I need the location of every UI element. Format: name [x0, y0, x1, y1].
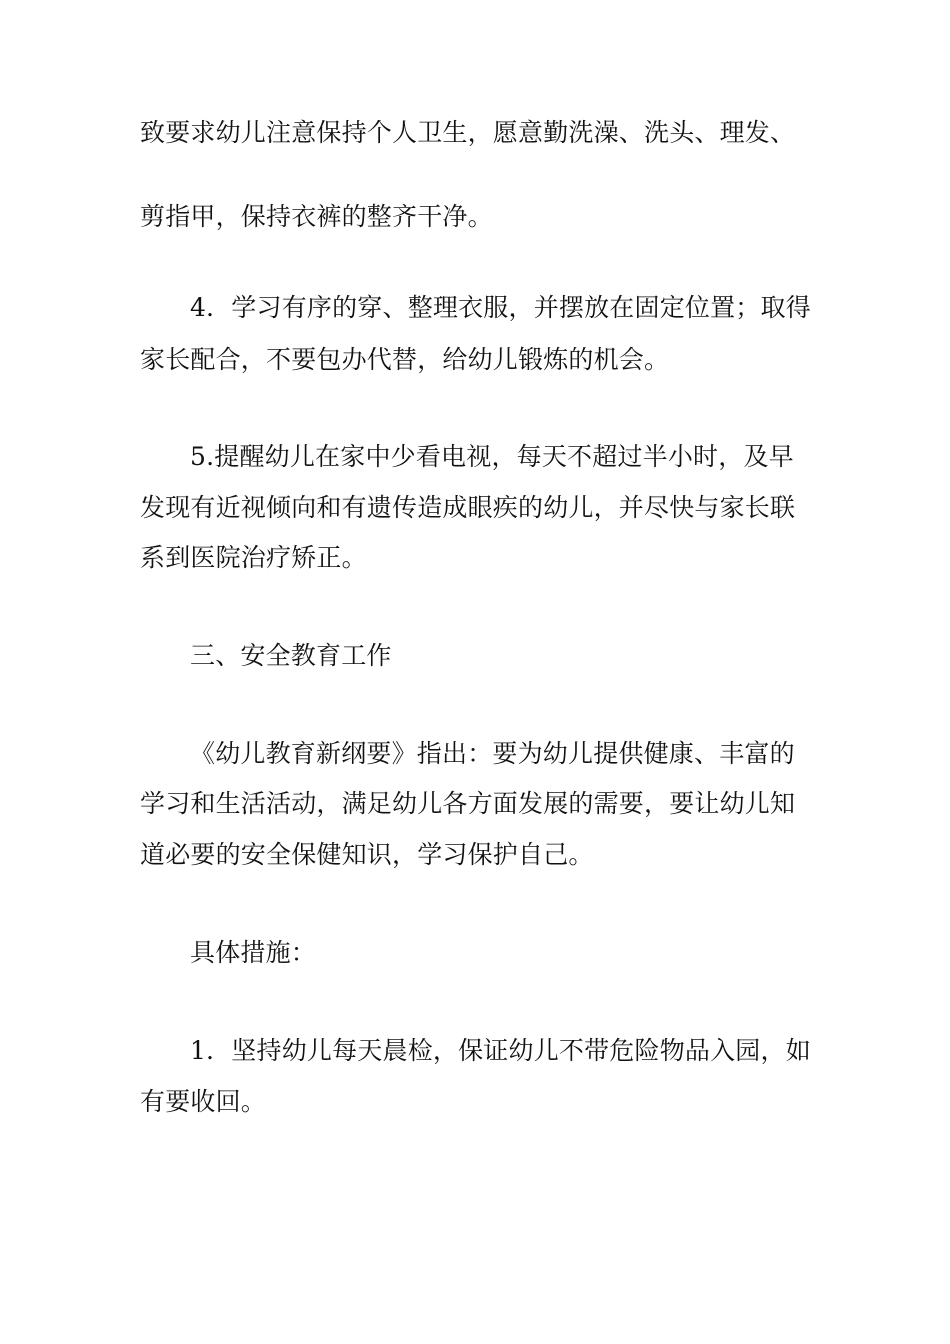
- text-line-3: 4．学习有序的穿、整理衣服，并摆放在固定位置；取得: [190, 293, 811, 322]
- subheading: 具体措施：: [190, 938, 317, 967]
- text-line-1: 致要求幼儿注意保持个人卫生，愿意勤洗澡、洗头、理发、: [140, 118, 796, 147]
- text-line-4: 家长配合，不要包办代替，给幼儿锻炼的机会。: [140, 345, 670, 374]
- text-line-14: 有要收回。: [140, 1087, 267, 1116]
- section-heading: 三、安全教育工作: [190, 641, 392, 670]
- text-line-2: 剪指甲，保持衣裤的整齐干净。: [140, 202, 493, 231]
- text-line-9: 《幼儿教育新纲要》指出：要为幼儿提供健康、丰富的: [190, 739, 795, 768]
- text-line-10: 学习和生活活动，满足幼儿各方面发展的需要，要让幼儿知: [140, 789, 796, 818]
- text-line-11: 道必要的安全保健知识，学习保护自己。: [140, 840, 594, 869]
- text-line-5: 5.提醒幼儿在家中少看电视，每天不超过半小时，及早: [190, 442, 794, 471]
- text-line-7: 系到医院治疗矫正。: [140, 543, 367, 572]
- text-line-13: 1．坚持幼儿每天晨检，保证幼儿不带危险物品入园，如: [190, 1036, 811, 1065]
- text-line-6: 发现有近视倾向和有遗传造成眼疾的幼儿，并尽快与家长联: [140, 493, 796, 522]
